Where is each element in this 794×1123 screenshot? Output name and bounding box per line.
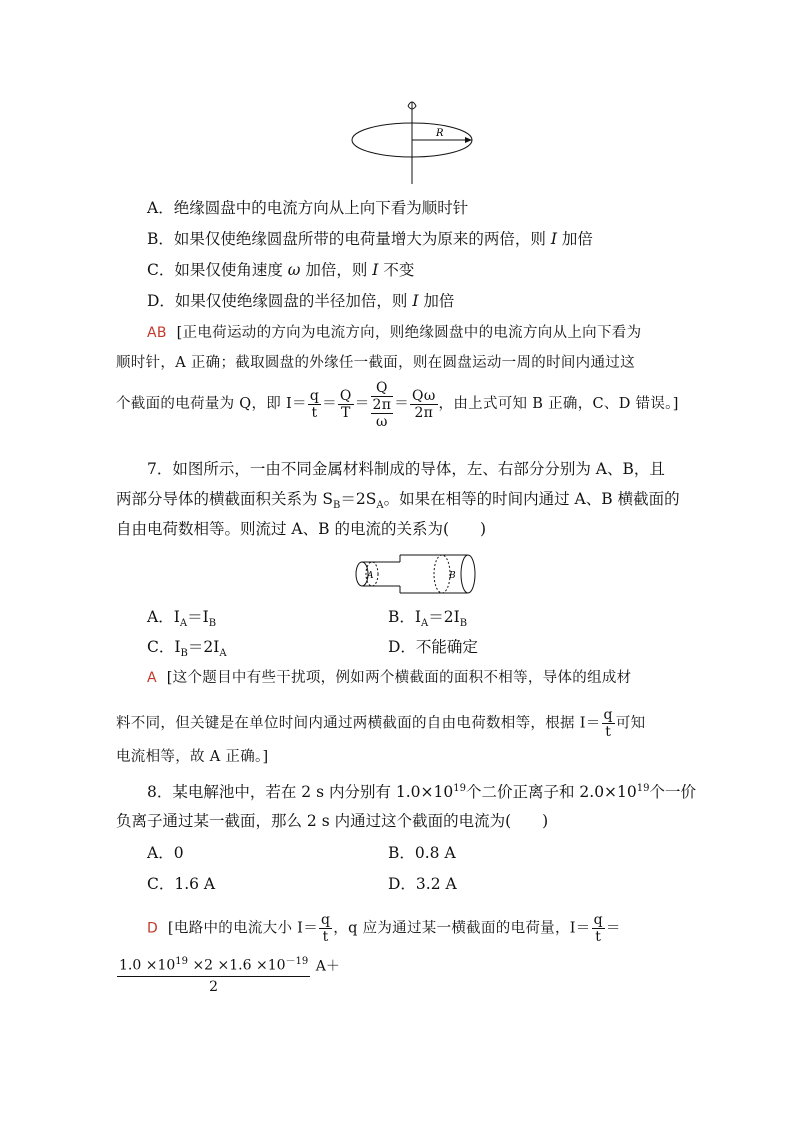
q8-option-d: D．3.2 A: [388, 875, 457, 893]
conductor-figure: [350, 550, 480, 598]
q7-answer-line-3: 电流相等，故 A 正确。]: [116, 749, 269, 765]
q7-option-b: B．$I_A=2I_B$: [388, 608, 468, 630]
q7-answer-key: A: [147, 670, 157, 686]
section-B-ellipse: [434, 555, 450, 593]
q6-option-c: C．如果仅使角速度 ω 加倍，则 I 不变: [147, 261, 415, 279]
q7-option-a: A．$I_A=I_B$: [147, 608, 217, 630]
q8-stem-line-1: 8．某电解池中，若在 2 s 内分别有 $1.0\times 10^{19}$个二价正离子和 $2.0\times 10^{19}$个一价: [147, 783, 697, 802]
large-section-ellipse-right: [461, 555, 475, 593]
fraction-current-calculation: $\frac{1.0 \times 10^{19} \times 2 \times 1.6 \times 10^{-19}}{2}$: [117, 952, 310, 997]
q6-answer-line-1: AB [正电荷运动的方向为电流方向，则绝缘圆盘中的电流方向从上向下看为: [147, 325, 642, 341]
q8-answer-key: D: [147, 920, 159, 937]
q6-option-b: B．如果仅使绝缘圆盘所带的电荷量增大为原来的两倍，则 I 加倍: [147, 230, 593, 248]
fraction-q-over-t: $\frac{q}{t}$: [321, 912, 331, 945]
rotating-disk-figure: [350, 96, 480, 188]
q8-answer-line-2: $\frac{1.0 \times 10^{19} \times 2 \times 1.6 \times 10^{-19}}{2}$ A＋: [116, 952, 340, 997]
q7-option-d: D．不能确定: [388, 638, 478, 656]
radius-arrow-icon: [465, 137, 472, 143]
q7-stem-line-3: 自由电荷数相等。则流过 A、B 的电流的关系为( ): [116, 520, 487, 538]
label-A: A: [367, 571, 374, 581]
q8-option-c: C．1.6 A: [147, 875, 216, 893]
q6-option-d: D．如果仅使绝缘圆盘的半径加倍，则 I 加倍: [147, 292, 455, 310]
q8-answer-line-1: D [电路中的电流大小 I＝ $\frac{q}{t}$ ，q 应为通过某一横截面的电荷量，I＝ $\frac{q}{t}$ ＝: [147, 912, 621, 945]
radius-label: R: [436, 128, 444, 139]
q6-answer-line-3: 个截面的电荷量为 Q，即 I＝ $\frac{q}{t}$ ＝ $\frac{Q}{T}$ ＝ Q 2π ω ＝ $\frac{Q\omega}{2\pi}$ ，由上式可知 B 正确，C、D 错误。]: [116, 380, 679, 430]
fraction-q-over-t: $\frac{q}{t}$: [309, 387, 320, 421]
fraction-Qomega-over-2pi: $\frac{Q\omega}{2\pi}$: [412, 387, 436, 421]
q6-answer-line-2: 顺时针，A 正确；截取圆盘的外缘任一截面，则在圆盘运动一周的时间内通过这: [116, 355, 635, 371]
fraction-q-over-t-2: $\frac{q}{t}$: [593, 912, 603, 945]
q7-answer-line-2: 料不同，但关键是在单位时间内通过两横截面的自由电荷数相等，根据 I＝ $\frac{q}{t}$ 可知: [116, 707, 646, 740]
fraction-Q-over-T: $\frac{Q}{T}$: [339, 387, 352, 421]
q7-option-c: C．$I_B=2I_A$: [147, 638, 227, 660]
q8-option-a: A．0: [147, 844, 184, 862]
q7-stem-line-2: 两部分导体的横截面积关系为 $S_B=2S_A$。如果在相等的时间内通过 A、B 横截面的: [116, 490, 680, 512]
label-B: B: [449, 571, 456, 581]
fraction-q-over-t: $\frac{q}{t}$: [603, 707, 613, 740]
q7-answer-line-1: A [这个题目中有些干扰项，例如两个横截面的面积不相等，导体的组成材: [147, 670, 632, 686]
fraction-Q-over-2pi-omega: Q 2π ω: [372, 380, 392, 430]
q7-stem-line-1: 7．如图所示，一由不同金属材料制成的导体，左、右部分分别为 A、B，且: [147, 460, 665, 478]
q6-answer-key: AB: [147, 325, 167, 341]
q6-option-a: A．绝缘圆盘中的电流方向从上向下看为顺时针: [147, 199, 469, 217]
q8-option-b: B．0.8 A: [388, 844, 456, 862]
q8-stem-line-2: 负离子通过某一截面，那么 2 s 内通过这个截面的电流为( ): [116, 812, 549, 830]
